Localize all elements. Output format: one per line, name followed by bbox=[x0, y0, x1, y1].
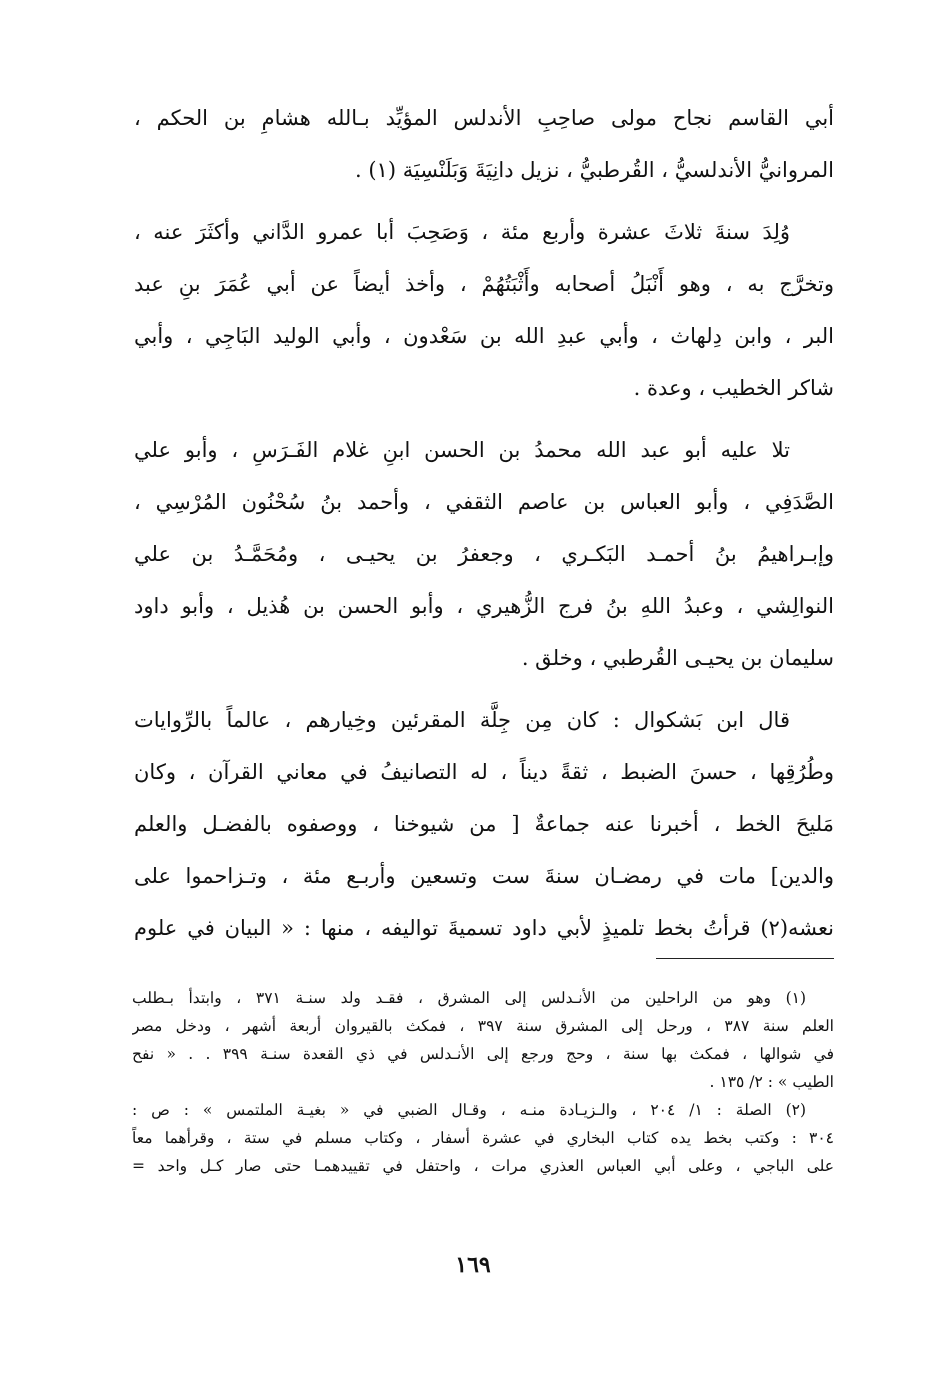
text-line: قال ابن بَشكوال : كان مِن جِلَّة المقرئين وخِيارهم ، عالماً بالرِّوايات bbox=[134, 708, 790, 732]
text-line: شاكر الخطيب ، وعدة . bbox=[633, 376, 834, 400]
text-line: وتخرَّج به ، وهو أَنْبَلُ أصحابه وأَثْبَتُهُمْ ، وأخذ أيضاً عن أبي عُمَرَ بنِ عبد bbox=[134, 272, 834, 296]
footnote-separator bbox=[656, 958, 834, 959]
text-line: البر ، وابن دِلهاث ، وأبي عبدِ الله بن سَعْدون ، وأبي الوليد البَاجِي ، وأبي bbox=[134, 324, 834, 348]
text-line: أبي القاسم نجاح مولى صاحِبِ الأندلس المؤيِّد بـالله هشامِ بن الحكم ، bbox=[134, 106, 834, 130]
footnote-line: العلم سنة ٣٨٧ ، ورحل إلى المشرق سنة ٣٩٧ ، فمكث بالقيروان أربعة أشهر ، ودخل مصر bbox=[132, 1017, 834, 1035]
paragraph-1 bbox=[134, 92, 834, 196]
text-line: وإبـراهيمُ بنُ أحمـد البَكـري ، وجعفرُ بن يحيـى ، ومُحَمَّـدُ بن علي bbox=[134, 542, 834, 566]
paragraph-2 bbox=[134, 206, 834, 414]
footnotes bbox=[132, 984, 834, 1180]
footnote-line: الطيب » : ٢/ ١٣٥ . bbox=[709, 1073, 834, 1091]
text-line: سليمان بن يحيـى القُرطبي ، وخلق . bbox=[521, 646, 834, 670]
footnote-line: في شوالها ، فمكث بها سنة ، وحج ورجع إلى الأنـدلس في ذي القعدة سنـة ٣٩٩ . . « نفح bbox=[132, 1045, 834, 1063]
footnote-line: (٢) الصلة : ١/ ٢٠٤ ، والـزيـادة منـه ، وقـال الضبي في « بغيـة الملتمس » : ص : bbox=[132, 1101, 807, 1119]
text-line: نعشه(٢) قرأتُ بخط تلميذٍ لأبي داود تسميةَ تواليفه ، منها : « البيان في علوم bbox=[134, 916, 834, 940]
text-line: تلا عليه أبو عبد الله محمدُ بن الحسن ابنِ غلام الفَـرَسِ ، وأبو علي bbox=[134, 438, 790, 462]
text-line: والدين] مات في رمضـان سنةَ ست وتسعين وأربـع مئة ، وتـزاحموا على bbox=[134, 864, 834, 888]
page-number: ١٦٩ bbox=[455, 1252, 491, 1278]
text-line: مَليحَ الخط ، أخبرنا عنه جماعةٌ [ من شيوخنا ، ووصفوه بالفضـل والعلم bbox=[134, 812, 834, 836]
text-line: المروانيُّ الأندلسيُّ ، القُرطبيُّ ، نزيل دانِيَةَ وَبَلَنْسِيَة (١) . bbox=[355, 158, 834, 182]
paragraph-4 bbox=[134, 694, 834, 954]
footnote-line: على الباجي ، وعلى أبي العباس العذري مرات ، واحتفل في تقييدهمـا حتى صار كـل واحد = bbox=[132, 1157, 834, 1175]
footnote-line: ٣٠٤ : وكتب بخط يده كتاب البخاري في عشرة أسفار ، وكتاب مسلم في ستة ، وقرأهما معاً bbox=[132, 1129, 834, 1147]
paragraph-3 bbox=[134, 424, 834, 684]
text-line: النوالِشي ، وعبدُ اللهِ بنُ فرج الزُّهيري ، وأبو الحسن بن هُذيل ، وأبو داود bbox=[134, 594, 834, 618]
text-line: الصَّدَفِي ، وأبو العباس بن عاصم الثقفي ، وأحمد بنُ سُحْنُون المُرْسِي ، bbox=[134, 490, 834, 514]
text-line: وطُرُقِها ، حسنَ الضبط ، ثقةً ديناً ، له التصانيفُ في معاني القرآن ، وكان bbox=[134, 760, 834, 784]
footnote-2 bbox=[132, 1096, 834, 1180]
footnote-1 bbox=[132, 984, 834, 1096]
main-text bbox=[134, 92, 834, 964]
footnote-line: (١) وهو من الراحلين من الأنـدلس إلى المشرق ، فقـد ولد سنـة ٣٧١ ، وابتدأ بـطلب bbox=[132, 989, 807, 1007]
text-line: وُلِدَ سنةَ ثلاثَ عشرة وأربع مئة ، وَصَحِبَ أبا عمرو الدَّاني وأكثَرَ عنه ، bbox=[134, 220, 790, 244]
